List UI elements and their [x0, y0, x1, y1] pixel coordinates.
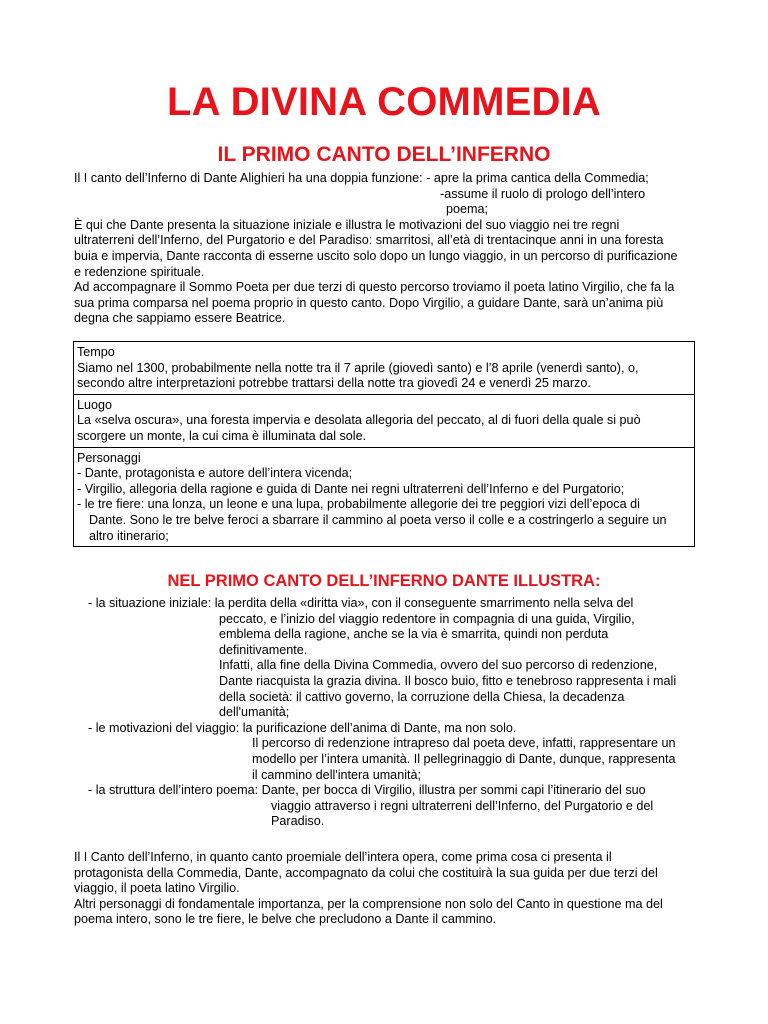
list-item: - le motivazioni del viaggio: la purificazione dell’anima di Dante, ma non solo.	[88, 720, 517, 735]
outro-line: Altri personaggi di fondamentale importanza, per la comprensione non solo del Canto in questione ma del	[74, 896, 663, 911]
table-row-tempo	[74, 342, 695, 395]
list-item-continuation: viaggio attraverso i regni ultraterreni dell’Inferno, del Purgatorio e del	[271, 798, 654, 813]
intro-line: -assume il ruolo di prologo dell’intero	[440, 186, 646, 201]
list-item-continuation: peccato, e l’inizio del viaggio redentore in compagnia di una guida, Virgilio,	[219, 611, 635, 626]
luogo-line: scorgere un monte, la cui cima è illuminata dal sole.	[77, 428, 367, 443]
intro-line: È qui che Dante presenta la situazione iniziale e illustra le motivazioni del suo viaggio nei tre regni	[74, 217, 620, 232]
personaggi-line: - Dante, protagonista e autore dell’intera vicenda;	[77, 466, 353, 481]
intro-line: Il I canto dell’Inferno di Dante Alighieri ha una doppia funzione: - apre la prima cantica della Commedia;	[74, 171, 649, 185]
list-item-continuation: Il percorso di redenzione intrapreso dal poeta deve, infatti, rappresentare un	[252, 736, 676, 751]
outro-line: Il I Canto dell’Inferno, in quanto canto proemiale dell’intera opera, come prima cosa ci presenta il	[74, 850, 612, 864]
luogo-heading: Luogo	[77, 397, 113, 412]
table-cell-tempo	[74, 342, 695, 395]
tempo-heading: Tempo	[77, 345, 115, 359]
outro-line: viaggio, il poeta latino Virgilio.	[74, 881, 240, 896]
personaggi-heading: Personaggi	[77, 450, 141, 465]
list-item-continuation: modello per l’intera umanità. Il pellegrinaggio di Dante, dunque, rappresenta	[252, 751, 676, 766]
intro-line: ultraterreni dell’Inferno, del Purgatorio e del Paradiso: smarritosi, all’età di trentacinque anni in una foresta	[74, 233, 664, 248]
outro-line: poema intero, sono le tre fiere, le belve che precludono a Dante il cammino.	[74, 912, 497, 927]
list-item-continuation: emblema della ragione, anche se la via è smarrita, quindi non perduta	[219, 627, 609, 642]
table-row-luogo	[74, 394, 695, 447]
intro-line: sua prima comparsa nel poema proprio in questo canto. Dopo Virgilio, a guidare Dante, sarà un’anima più	[74, 295, 664, 310]
list-item-continuation: dell'umanità;	[219, 705, 290, 720]
table-row-personaggi	[74, 447, 695, 547]
intro-line: Ad accompagnare il Sommo Poeta per due terzi di questo percorso troviamo il poeta latino Virgilio, che fa la	[74, 280, 675, 295]
list-item-continuation: definitivamente.	[219, 642, 308, 657]
points-list	[88, 596, 708, 830]
table-cell-personaggi	[74, 447, 695, 547]
list-item-continuation: Paradiso.	[271, 814, 325, 829]
list-item-continuation: Infatti, alla fine della Divina Commedia, ovvero del suo percorso di redenzione,	[219, 658, 658, 673]
personaggi-line: altro itinerario;	[89, 528, 169, 543]
personaggi-line: - Virgilio, allegoria della ragione e guida di Dante nei regni ultraterreni dell’Inferno e del Purgatorio;	[77, 481, 625, 496]
intro-section	[74, 171, 704, 327]
tempo-line: secondo altre interpretazioni potrebbe trattarsi della notte tra giovedì 24 e venerdì 25 marzo.	[77, 376, 591, 391]
outro-line: protagonista della Commedia, Dante, accompagnato da colui che costituirà la sua guida per due terzi del	[74, 865, 658, 880]
list-item-continuation: della società: il cattivo governo, la corruzione della Chiesa, la decadenza	[219, 689, 625, 704]
document-title: LA DIVINA COMMEDIA	[167, 80, 601, 124]
intro-line: degna che sappiamo essere Beatrice.	[74, 311, 286, 326]
list-item-continuation: Dante riacquista la grazia divina. Il bosco buio, fitto e tenebroso rappresenta i mali	[219, 673, 677, 688]
outro-section	[74, 850, 704, 928]
intro-line: poema;	[446, 202, 489, 217]
list-item: - la struttura dell’intero poema: Dante, per bocca di Virgilio, illustra per sommi capi l’itinerario del suo	[88, 783, 646, 798]
luogo-line: La «selva oscura», una foresta impervia e desolata allegoria del peccato, al di fuori della quale si può	[77, 413, 641, 428]
list-item-continuation: il cammino dell'intera umanità;	[252, 767, 421, 782]
list-item: - la situazione iniziale: la perdita della «diritta via», con il conseguente smarrimento nella selva del	[88, 596, 634, 610]
intro-line: e redenzione spirituale.	[74, 264, 205, 279]
intro-line: buia e impervia, Dante racconta di esserne uscito solo dopo un lungo viaggio, in un percorso di purificazione	[74, 248, 678, 263]
personaggi-line: Dante. Sono le tre belve feroci a sbarrare il cammino al poeta verso il colle e a costringerlo a seguire un	[89, 512, 667, 527]
document-subtitle: IL PRIMO CANTO DELL’INFERNO	[217, 143, 551, 166]
table-cell-luogo	[74, 394, 695, 447]
tempo-line: Siamo nel 1300, probabilmente nella notte tra il 7 aprile (giovedì santo) e l’8 aprile (venerdì santo), o,	[77, 360, 639, 375]
section-title: NEL PRIMO CANTO DELL’INFERNO DANTE ILLUSTRA:	[167, 572, 601, 590]
info-table	[73, 341, 695, 547]
personaggi-line: - le tre fiere: una lonza, un leone e una lupa, probabilmente allegorie dei tre peggiori vizi dell’epoca di	[77, 497, 640, 512]
